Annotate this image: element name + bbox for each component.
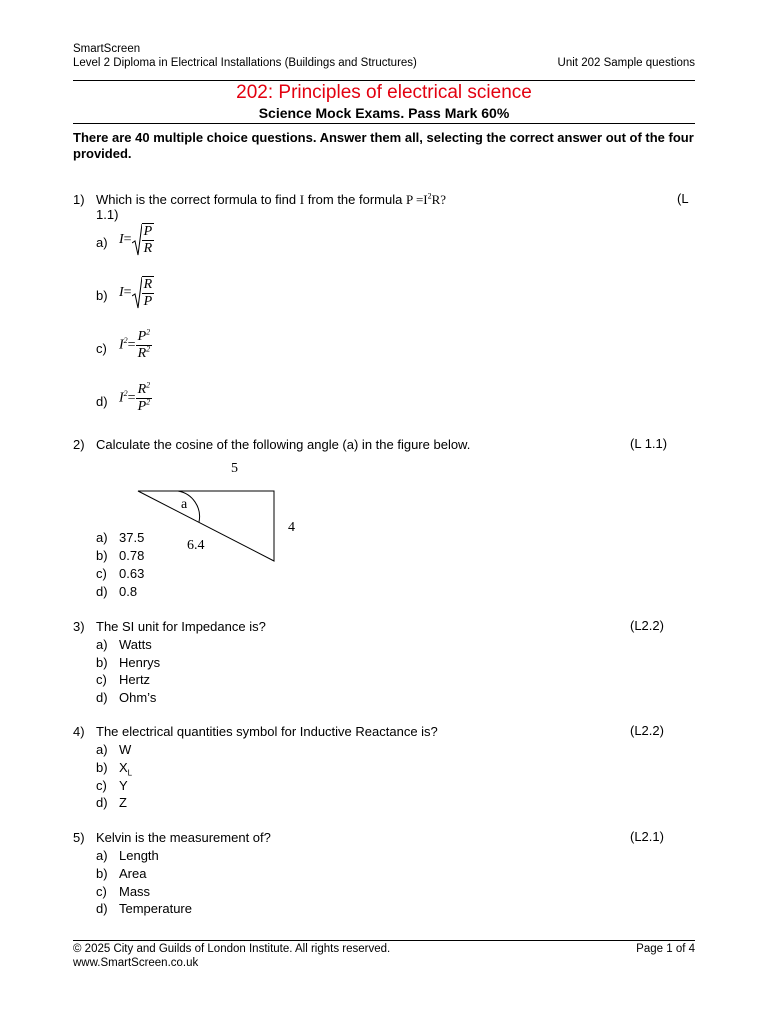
- option-d[interactable]: d) Ohm’s: [96, 690, 157, 705]
- triangle-shape: [138, 491, 274, 561]
- option-a[interactable]: a) 37.5: [96, 530, 145, 545]
- question-text: The electrical quantities symbol for Inductive Reactance is?: [96, 724, 438, 739]
- question-number: 2): [73, 437, 85, 452]
- option-d[interactable]: d) Temperature: [96, 901, 192, 916]
- option-text: 0.78: [119, 548, 145, 563]
- option-a[interactable]: a) Length: [96, 848, 159, 863]
- footer-page-number: Page 1 of 4: [636, 943, 695, 955]
- option-letter: c): [96, 341, 107, 356]
- option-b[interactable]: b) $X_L$: [96, 760, 133, 778]
- footer-copyright: © 2025 City and Guilds of London Institute. All rights reserved.: [73, 943, 391, 955]
- page-title: 202: Principles of electrical science: [236, 82, 532, 103]
- learning-outcome: (L: [677, 191, 689, 206]
- option-text: Ohm’s: [119, 690, 157, 705]
- option-b[interactable]: b) Area: [96, 866, 147, 881]
- question-text-part: from the formula: [304, 192, 406, 207]
- option-text: 0.8: [119, 584, 138, 599]
- header-org: SmartScreen: [73, 43, 141, 55]
- question-number: 1): [73, 192, 85, 207]
- question-text: Kelvin is the measurement of?: [96, 830, 271, 845]
- option-d[interactable]: d) 0.8: [96, 584, 138, 599]
- question-variable: I: [299, 192, 305, 207]
- footer-website[interactable]: www.SmartScreen.co.uk: [73, 957, 199, 969]
- title-rule: [73, 123, 695, 124]
- option-b[interactable]: b) Henrys: [96, 655, 161, 670]
- label-hypotenuse: 6.4: [187, 538, 205, 553]
- option-c[interactable]: [96, 340, 119, 357]
- option-b[interactable]: [96, 287, 119, 304]
- option-text: 0.63: [119, 566, 145, 581]
- question-number: 3): [73, 619, 85, 634]
- question-formula: $P =I^2R$?: [405, 191, 447, 207]
- learning-outcome-cont: 1.1): [96, 207, 119, 222]
- header-unit: Unit 202 Sample questions: [557, 57, 695, 69]
- question-number: 4): [73, 724, 85, 739]
- option-text: Henrys: [119, 655, 161, 670]
- option-a[interactable]: a) W: [96, 742, 132, 757]
- question-text: The SI unit for Impedance is?: [96, 619, 266, 634]
- option-a[interactable]: [96, 234, 119, 251]
- option-a[interactable]: a) Watts: [96, 637, 152, 652]
- option-letter: d): [96, 394, 108, 409]
- option-c[interactable]: c) Hertz: [96, 672, 151, 687]
- option-text: Y: [119, 778, 128, 793]
- option-text: Z: [119, 795, 127, 810]
- option-text: Area: [119, 866, 147, 881]
- option-c[interactable]: c) 0.63: [96, 566, 145, 581]
- triangle-figure: [130, 455, 310, 570]
- option-text: Length: [119, 848, 159, 863]
- option-text: Mass: [119, 884, 151, 899]
- learning-outcome: (L2.2): [630, 618, 664, 633]
- option-text: Hertz: [119, 672, 151, 687]
- header-course: Level 2 Diploma in Electrical Installations (Buildings and Structures): [73, 57, 417, 69]
- sqrt-sign-icon: [132, 276, 142, 310]
- option-subscript: L: [127, 768, 133, 778]
- option-d[interactable]: d) Z: [96, 795, 127, 810]
- option-d[interactable]: [96, 393, 119, 410]
- option-text: X: [119, 760, 128, 775]
- option-text: 37.5: [119, 530, 145, 545]
- learning-outcome: (L2.2): [630, 723, 664, 738]
- label-side-top: 5: [231, 461, 238, 476]
- question-text: Calculate the cosine of the following angle (a) in the figure below.: [96, 437, 471, 452]
- sqrt-sign-icon: [132, 223, 142, 257]
- formula-option-c: $I^2=$ $\frac{P^2}{R^2}$: [119, 327, 151, 361]
- formula-option-a: I= $\frac{P}{R}$: [119, 224, 153, 256]
- option-c[interactable]: c) Y: [96, 778, 128, 793]
- formula-option-d: $I^2=$ $\frac{R^2}{P^2}$: [119, 380, 151, 414]
- option-c[interactable]: c) Mass: [96, 884, 151, 899]
- question-text-part: Which is the correct formula to find: [96, 192, 300, 207]
- learning-outcome: (L 1.1): [630, 436, 668, 451]
- label-angle: a: [181, 497, 188, 512]
- learning-outcome: (L2.1): [630, 829, 664, 844]
- instructions: There are 40 multiple choice questions. Answer them all, selecting the correct answer out of the four provided.: [73, 130, 694, 161]
- option-letter: b): [96, 288, 108, 303]
- question-number: 5): [73, 830, 85, 845]
- label-side-right: 4: [288, 520, 295, 535]
- formula-option-b: I= $\frac{R}{P}$: [119, 277, 153, 309]
- footer-rule: [73, 940, 695, 941]
- option-text: Temperature: [119, 901, 192, 916]
- option-letter: a): [96, 235, 108, 250]
- header-rule: [73, 80, 695, 81]
- option-b[interactable]: b) 0.78: [96, 548, 145, 563]
- page-subtitle: Science Mock Exams. Pass Mark 60%: [258, 105, 510, 121]
- question-text: [96, 191, 446, 208]
- option-text: W: [119, 742, 132, 757]
- option-text: Watts: [119, 637, 152, 652]
